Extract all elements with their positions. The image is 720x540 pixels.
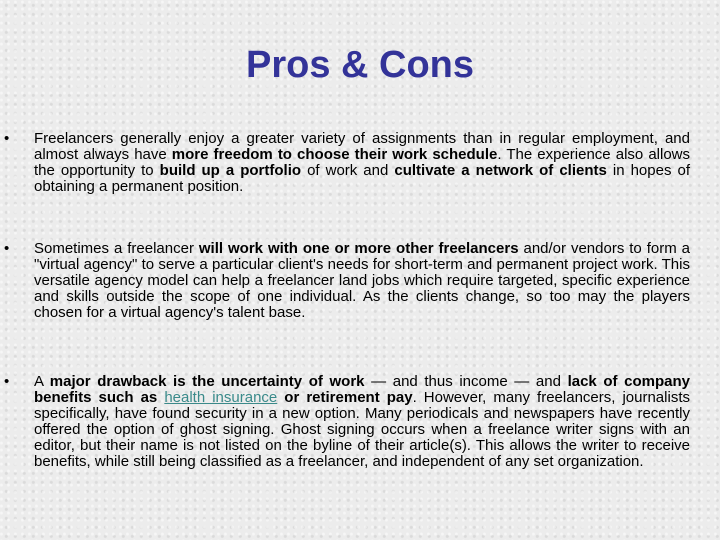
- text-segment: — and thus income — and: [364, 373, 568, 390]
- bullet-dot-icon: •: [4, 130, 10, 147]
- text-segment-bold: cultivate a network of clients: [394, 162, 607, 179]
- text-segment: in hopes of obtaining a permanent position.: [34, 162, 690, 195]
- text-segment: of work and: [301, 162, 395, 179]
- text-segment: . However, many freelancers, journalists specifically, have found security in a new option. Many periodicals and newspapers have recently offered the option of ghost signing. Ghost signing occurs when a freelance writer signs with an editor, but their name is not listed on the byline of their article(s). This allows the writer to receive benefits, while still being classified as a freelancer, and independent of any set organization.: [34, 389, 690, 470]
- text-segment-bold: or retirement pay: [277, 389, 413, 406]
- slide-title: Pros & Cons: [245, 44, 475, 86]
- bullet-dot-icon: •: [4, 240, 10, 257]
- text-segment-bold: will work with one or more other freelancers: [198, 240, 519, 257]
- text-segment: and/or vendors to form a "virtual agency" to serve a particular client's needs for short-term and permanent project work. This versatile agency model can help a freelancer land jobs which require targeted, specific experience and skills outside the scope of one individual. As the clients change, so too may the players chosen for a virtual agency's talent base.: [34, 240, 690, 321]
- bullet-text-1: [34, 131, 690, 195]
- text-segment-bold: major drawback is the uncertainty of work: [49, 373, 365, 390]
- bullet-text-2: [34, 241, 690, 321]
- text-segment: Sometimes a freelancer: [34, 240, 199, 257]
- bullet-dot-icon: •: [4, 373, 10, 390]
- text-segment: . The experience also allows the opportunity to: [34, 146, 691, 179]
- text-segment-bold: lack of company benefits such as: [34, 373, 690, 406]
- bullet-text-3: [34, 374, 690, 470]
- text-segment: Freelancers generally enjoy a greater variety of assignments than in regular employment, and almost always have: [34, 130, 690, 163]
- text-segment-bold: build up a portfolio: [159, 162, 302, 179]
- health-insurance-link[interactable]: health insurance: [164, 389, 278, 406]
- text-segment: A: [34, 373, 50, 390]
- text-segment-bold: more freedom to choose their work schedule: [171, 146, 498, 163]
